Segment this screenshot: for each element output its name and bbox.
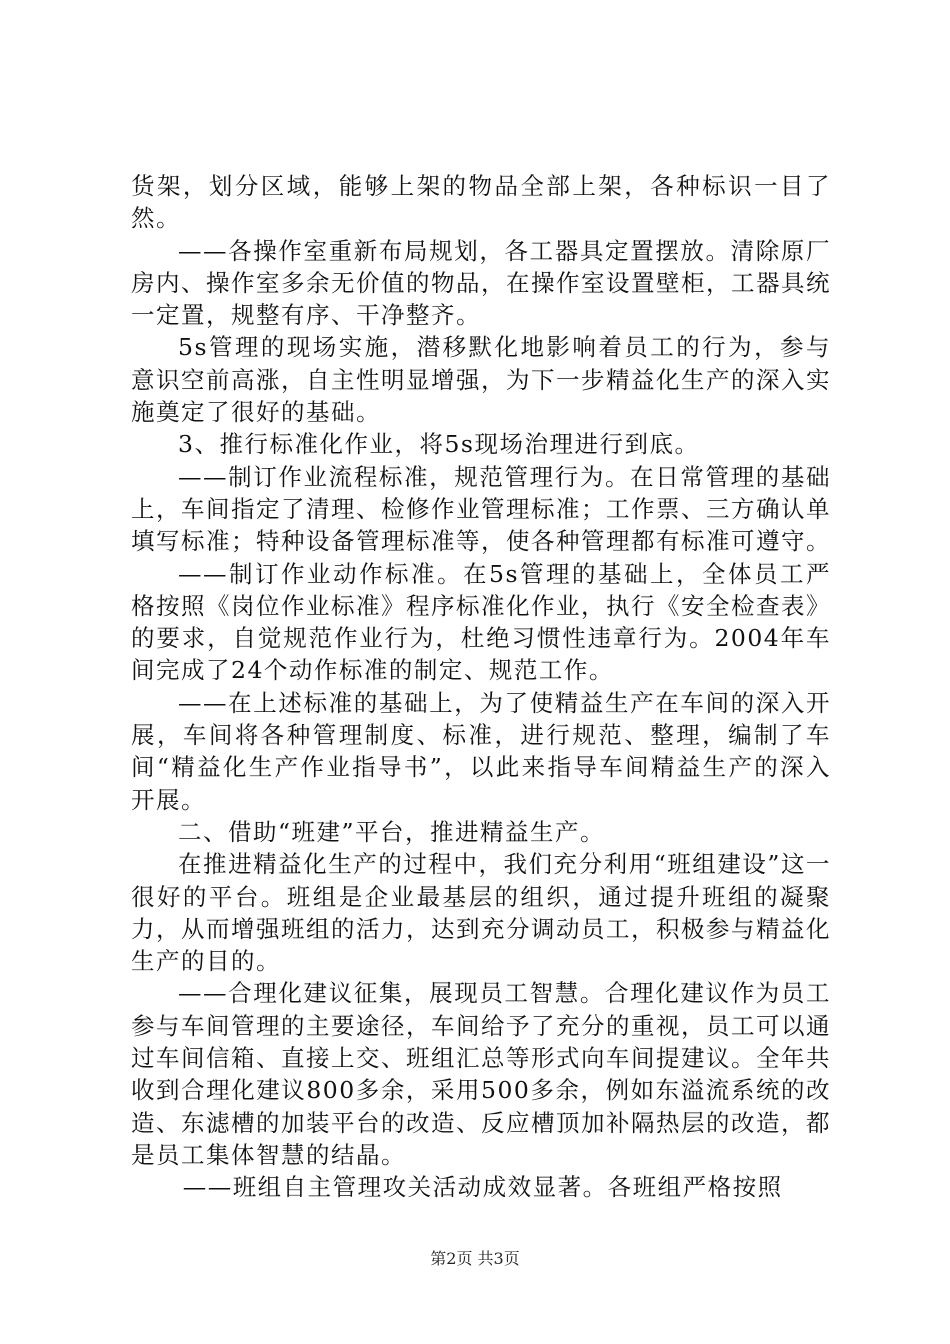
paragraph: 货架，划分区域，能够上架的物品全部上架，各种标识一目了然。 [131, 172, 831, 233]
paragraph: ——制订作业动作标准。在5s管理的基础上，全体员工严格按照《岗位作业标准》程序标准化作业，执行《安全检查表》的要求，自觉规范作业行为，杜绝习惯性违章行为。2004年车间完成了24个动作标准的制定、规范工作。 [131, 559, 831, 685]
paragraph: 5s管理的现场实施，潜移默化地影响着员工的行为，参与意识空前高涨，自主性明显增强，为下一步精益化生产的深入实施奠定了很好的基础。 [131, 333, 831, 427]
paragraph: ——制订作业流程标准，规范管理行为。在日常管理的基础上，车间指定了清理、检修作业管理标准；工作票、三方确认单填写标准；特种设备管理标准等，使各种管理都有标准可遵守。 [131, 462, 831, 556]
page-number-label: 第2页 共3页 [430, 1249, 520, 1268]
paragraph: ——班组自主管理攻关活动成效显著。各班组严格按照 [182, 1173, 783, 1202]
paragraph: ——各操作室重新布局规划，各工器具定置摆放。清除原厂房内、操作室多余无价值的物品，在操作室设置壁柜，工器具统一定置，规整有序、干净整齐。 [131, 236, 831, 330]
section-heading: 二、借助“班建”平台，推进精益生产。 [178, 817, 606, 846]
paragraph: ——合理化建议征集，展现员工智慧。合理化建议作为员工参与车间管理的主要途径，车间给予了充分的重视，员工可以通过车间信箱、直接上交、班组汇总等形式向车间提建议。全年共收到合理化建议800多余，采用500多余，例如东溢流系统的改造、东滤槽的加装平台的改造、反应槽顶加补隔热层的改造，都是员工集体智慧的结晶。 [131, 979, 831, 1169]
paragraph: ——在上述标准的基础上，为了使精益生产在车间的深入开展，车间将各种管理制度、标准，进行规范、整理，编制了车间“精益化生产作业指导书”，以此来指导车间精益生产的深入开展。 [131, 688, 831, 814]
page-footer [0, 1246, 950, 1269]
paragraph: 在推进精益化生产的过程中，我们充分利用“班组建设”这一很好的平台。班组是企业最基层的组织，通过提升班组的凝聚力，从而增强班组的活力，达到充分调动员工，积极参与精益化生产的目的。 [131, 850, 831, 976]
paragraph: 3、推行标准化作业，将5s现场治理进行到底。 [178, 430, 700, 459]
document-body [131, 170, 831, 1204]
